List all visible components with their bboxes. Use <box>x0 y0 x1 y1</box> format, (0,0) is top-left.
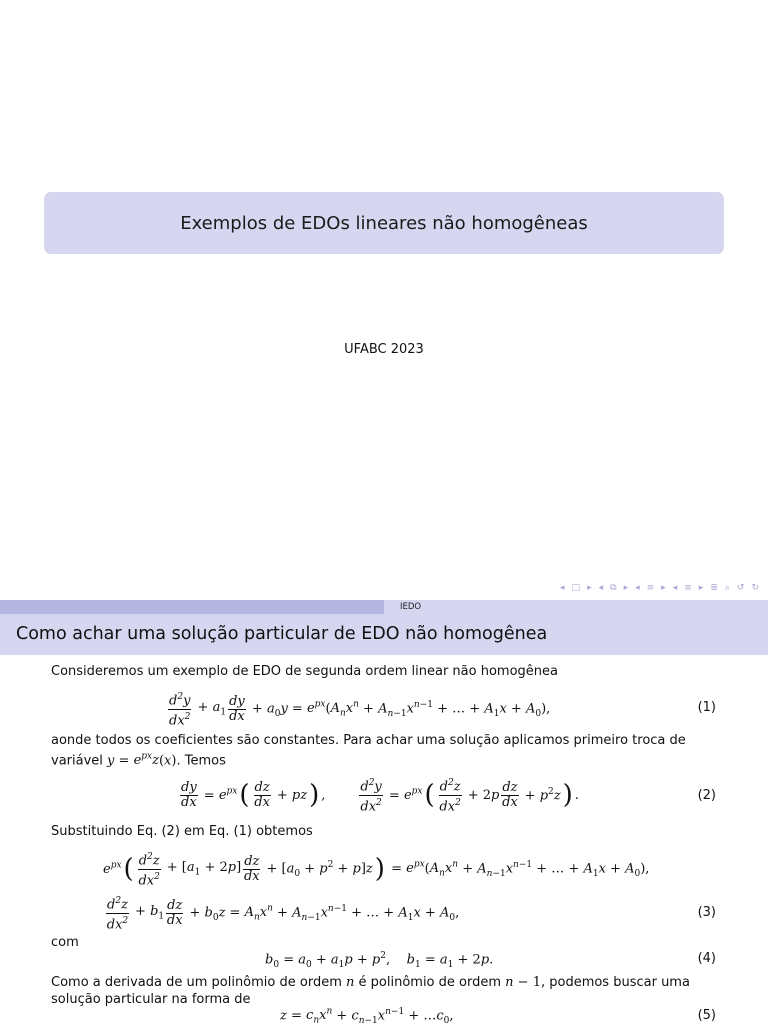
paragraph-polynomial: Como a derivada de um polinômio de ordem n é polinômio de ordem n − 1, podemos buscar uma solução particular na forma de <box>51 975 690 1007</box>
content-slide <box>0 600 768 1024</box>
paragraph-substitution: Substituindo Eq. (2) em Eq. (1) obtemos <box>51 824 313 839</box>
paragraph-text: Como a derivada de um polinômio de ordem <box>51 975 342 990</box>
equation-5: $z = c_nx^n + c_{n-1}x^{n-1}$ + $\dots c_0$, <box>280 1006 454 1024</box>
title-box <box>44 192 724 254</box>
beamer-navigation <box>560 583 760 593</box>
paragraph-text: aonde todos os coeficientes são constantes. Para achar uma solução aplicamos primeiro troca de <box>51 733 686 748</box>
frame-title: Como achar uma solução particular de EDO não homogênea <box>0 614 768 655</box>
paragraph-text: solução particular na forma de <box>51 992 251 1007</box>
subsection-icon[interactable]: ≡ <box>646 583 656 593</box>
institution-date: UFABC 2023 <box>344 342 424 357</box>
search-icon[interactable]: ⌕ <box>724 583 731 593</box>
equation-2: $\frac{dy}{dx}$ = $e^{px}$ ( $\frac{dz}{dx}$ + pz ) , $\frac{d^2y}{dx^2}$ = $e^{px}$ ( $\frac{d^2z}{dx^2}$ + 2p $\frac{dz}{dx}$ + $p^2z$ ) . <box>181 778 579 814</box>
equation-substituted: $e^{px}$ ( $\frac{d^2z}{dx^2}$ + $[a_1 + 2p]$ $\frac{dz}{dx}$ + $[a_0 + p^2 + p]z$ ) = $e^{px}(A_nx^n + A_{n-1}x^{n-1}$ + … + $A_1x + A_0$), <box>103 852 650 888</box>
prev-slide-icon[interactable]: ◂ <box>672 583 679 593</box>
next-frame-icon[interactable]: ▸ <box>587 583 593 593</box>
equation-1: $\frac{d^2y}{dx^2}$ + $a_1$ $\frac{dy}{dx}$ + $a_0y = e^{px}(A_nx^n + A_{n-1}x^{n-1}$ + … + $A_1x + A_0$), <box>169 692 551 728</box>
forward-icon[interactable]: ↻ <box>751 583 760 593</box>
section-icon[interactable]: ⧉ <box>610 583 618 593</box>
paragraph-com: com <box>51 935 79 950</box>
paragraph-text: é polinômio de ordem <box>358 975 502 990</box>
equation-number-2: (2) <box>697 788 716 803</box>
header-bar <box>0 600 768 614</box>
equation-number-5: (5) <box>697 1008 716 1023</box>
equation-number-1: (1) <box>697 700 716 715</box>
prev-section-icon[interactable]: ◂ <box>598 583 605 593</box>
paragraph-text: , podemos buscar uma <box>540 975 690 990</box>
equation-4: $b_0 = a_0 + a_1p + p^2$, $b_1 = a_1 + 2p$. <box>265 950 494 970</box>
paragraph-text: . Temos <box>176 753 226 769</box>
header-left-band <box>0 600 384 614</box>
slide-icon[interactable]: ≡ <box>684 583 693 593</box>
back-icon[interactable]: ↺ <box>736 583 746 593</box>
next-subsection-icon[interactable]: ▸ <box>661 583 667 593</box>
toc-icon[interactable]: ≣ <box>710 583 719 593</box>
header-short-title: IEDO <box>384 600 768 614</box>
presentation-title: Exemplos de EDOs lineares não homogêneas <box>180 212 588 234</box>
equation-number-4: (4) <box>697 951 716 966</box>
equation-3: $\frac{d^2z}{dx^2}$ + $b_1$ $\frac{dz}{dx}$ + $b_0z = A_nx^n + A_{n-1}x^{n-1}$ + … + $A_1x + A_0$, <box>106 896 460 932</box>
paragraph-change-variable: aonde todos os coeficientes são constantes. Para achar uma solução aplicamos primeiro troca de variável $y = e^{px}z(x)$. Temos <box>51 733 686 769</box>
paragraph-intro: Consideremos um exemplo de EDO de segunda ordem linear não homogênea <box>51 664 558 679</box>
next-slide-icon[interactable]: ▸ <box>698 583 705 593</box>
prev-frame-icon[interactable]: ◂ <box>560 583 566 593</box>
prev-subsection-icon[interactable]: ◂ <box>635 583 641 593</box>
frame-icon[interactable]: □ <box>571 583 582 593</box>
paragraph-text: variável <box>51 753 103 769</box>
equation-number-3: (3) <box>697 905 716 920</box>
next-section-icon[interactable]: ▸ <box>623 583 630 593</box>
